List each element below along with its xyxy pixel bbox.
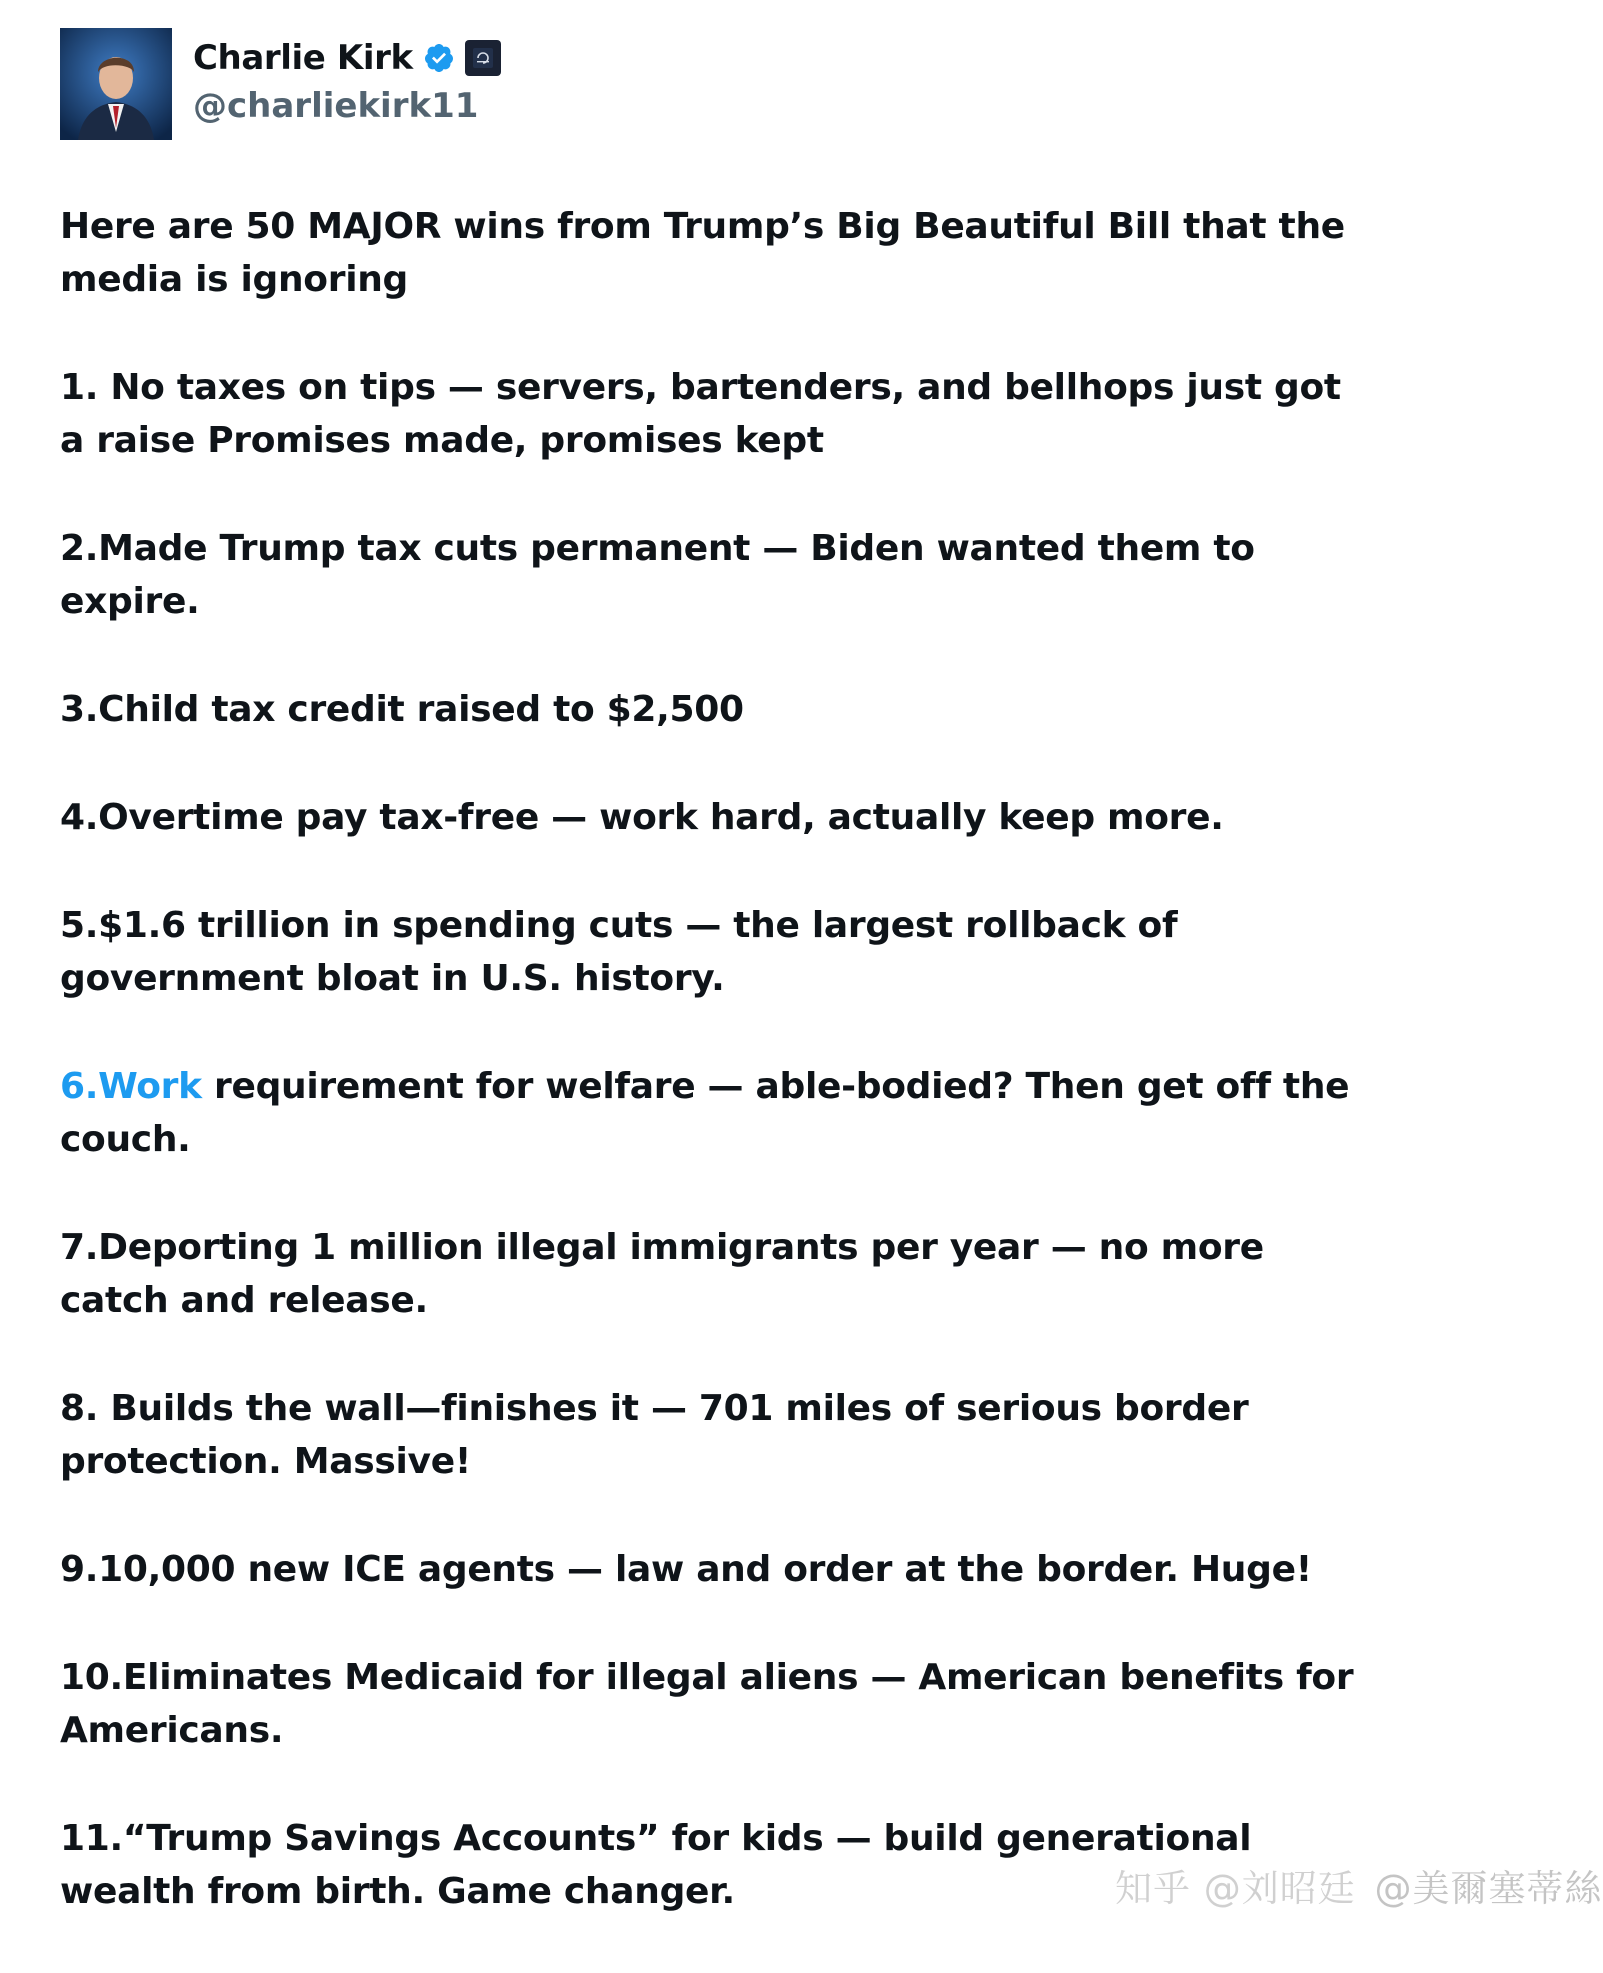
avatar-image bbox=[60, 28, 172, 140]
post-header bbox=[60, 28, 1360, 144]
list-item: 1. No taxes on tips — servers, bartenders, and bellhops just got a raise Promises made, promises kept bbox=[60, 367, 1341, 461]
item-link[interactable]: 6.Work bbox=[60, 1066, 202, 1107]
list-item: 2.Made Trump tax cuts permanent — Biden wanted them to expire. bbox=[60, 528, 1255, 622]
list-item: 3.Child tax credit raised to $2,500 bbox=[60, 689, 744, 730]
watermark-main: 知乎 @刘昭廷 bbox=[1115, 1867, 1356, 1910]
list-item: 7.Deporting 1 million illegal immigrants per year — no more catch and release. bbox=[60, 1227, 1264, 1321]
affiliation-badge-icon[interactable] bbox=[465, 40, 501, 76]
post-title: Here are 50 MAJOR wins from Trump’s Big Beautiful Bill that the media is ignoring bbox=[60, 206, 1345, 300]
list-item: 8. Builds the wall—finishes it — 701 miles of serious border protection. Massive! bbox=[60, 1388, 1249, 1482]
author-handle[interactable]: @charliekirk11 bbox=[193, 86, 479, 126]
affiliation-logo-icon bbox=[471, 46, 495, 70]
author-name[interactable]: Charlie Kirk bbox=[193, 38, 413, 78]
watermark-sub: @美爾塞蒂絲 bbox=[1374, 1867, 1603, 1910]
list-item: 10.Eliminates Medicaid for illegal aliens — American benefits for Americans. bbox=[60, 1657, 1354, 1751]
post-body bbox=[60, 200, 1360, 1973]
avatar[interactable] bbox=[60, 28, 172, 140]
item-text: requirement for welfare — able-bodied? Then get off the couch. bbox=[60, 1066, 1350, 1160]
verified-badge-icon bbox=[423, 42, 455, 74]
author-name-row bbox=[193, 38, 501, 78]
list-item: 9.10,000 new ICE agents — law and order at the border. Huge! bbox=[60, 1549, 1312, 1590]
list-item bbox=[60, 1060, 1360, 1166]
watermark bbox=[1115, 1858, 1603, 1912]
list-item: 4.Overtime pay tax-free — work hard, actually keep more. bbox=[60, 797, 1224, 838]
list-item: 11.“Trump Savings Accounts” for kids — build generational wealth from birth. Game changer. bbox=[60, 1818, 1252, 1912]
list-item: 5.$1.6 trillion in spending cuts — the largest rollback of government bloat in U.S. history. bbox=[60, 905, 1178, 999]
